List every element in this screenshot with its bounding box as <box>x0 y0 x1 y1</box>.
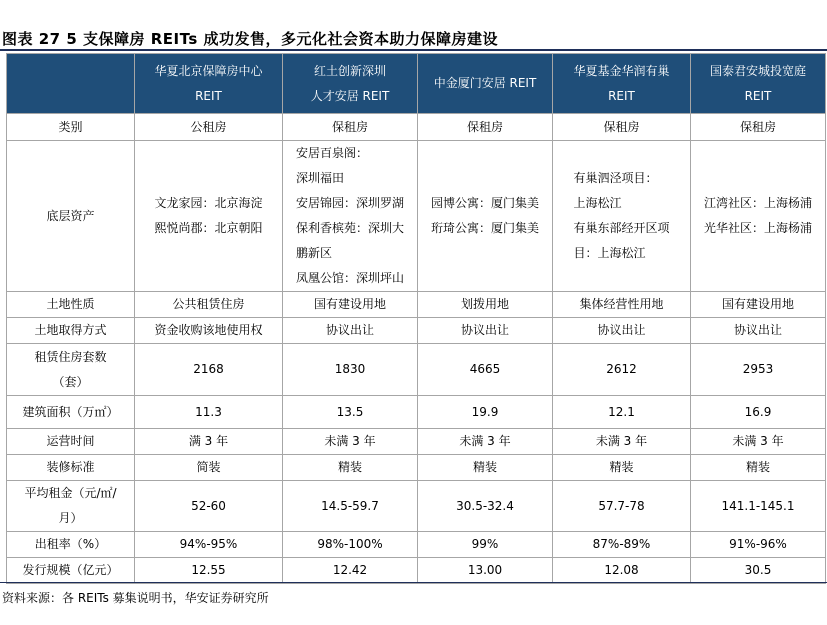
figure-title: 图表 27 5 支保障房 REITs 成功发售，多元化社会资本助力保障房建设 <box>2 30 498 48</box>
table-cell <box>135 481 283 532</box>
cell-line: 19.9 <box>471 404 499 419</box>
row-label <box>7 318 135 344</box>
table-cell <box>418 429 553 455</box>
table-cell <box>135 114 283 141</box>
cell-line: 精装 <box>337 460 362 474</box>
cell-line: 协议出让 <box>597 323 646 337</box>
table-cell <box>418 344 553 396</box>
table-row <box>7 558 826 584</box>
table-cell <box>418 396 553 429</box>
table-cell <box>418 141 553 292</box>
cell-line: 94%-95% <box>179 537 238 551</box>
cell-line: 集体经营性用地 <box>579 297 664 311</box>
table-cell <box>135 344 283 396</box>
table-cell <box>135 532 283 558</box>
cell-line: 13.00 <box>467 563 503 577</box>
cell-line: 文龙家园：北京海淀 <box>154 196 263 210</box>
table-cell <box>691 532 826 558</box>
cell-line: 12.1 <box>608 404 635 419</box>
table-cell <box>135 455 283 481</box>
cell-line: 协议出让 <box>325 323 374 337</box>
table-cell <box>418 455 553 481</box>
table-cell <box>418 558 553 584</box>
cell-line: 类别 <box>58 119 83 134</box>
table-cell <box>283 318 418 344</box>
cell-line: 2953 <box>742 362 774 376</box>
cell-line: 保租房 <box>331 119 368 134</box>
table-cell <box>135 318 283 344</box>
table-row <box>7 481 826 532</box>
table-cell <box>691 292 826 318</box>
table-cell <box>418 114 553 141</box>
cell-line: 园博公寓：厦门集美 <box>430 196 539 210</box>
table-cell <box>135 141 283 292</box>
cell-line: 上海松江 <box>573 196 622 210</box>
cell-line: 57.7-78 <box>598 498 645 513</box>
cell-line: 未满 3 年 <box>459 434 511 448</box>
table-cell <box>553 532 691 558</box>
title-rule <box>0 49 827 51</box>
cell-line: 红土创新深圳 <box>313 63 386 78</box>
cell-line: 保租房 <box>603 119 640 134</box>
cell-line: （套） <box>52 374 89 389</box>
table-cell <box>553 318 691 344</box>
table-cell <box>283 532 418 558</box>
row-label <box>7 344 135 396</box>
table-cell <box>283 558 418 584</box>
cell-line: 平均租金（元/㎡/ <box>24 486 117 500</box>
header-corner <box>7 54 135 114</box>
cell-line: 12.08 <box>604 563 639 577</box>
cell-line: 鹏新区 <box>295 246 332 260</box>
cell-line: 中金厦门安居 REIT <box>433 76 537 90</box>
cell-line: 公租房 <box>190 119 227 134</box>
cell-line: 14.5-59.7 <box>321 498 379 513</box>
table-cell <box>418 481 553 532</box>
row-label <box>7 396 135 429</box>
cell-line: 精装 <box>472 460 497 474</box>
cell-line: 52-60 <box>191 498 226 513</box>
cell-line: 有巢东部经开区项 <box>573 221 670 235</box>
cell-line: 国有建设用地 <box>313 297 386 311</box>
cell-line: 满 3 年 <box>188 434 229 448</box>
cell-line: 12.55 <box>191 563 226 577</box>
table-cell <box>283 344 418 396</box>
bottom-rule <box>0 582 827 583</box>
table-cell <box>283 396 418 429</box>
cell-line: REIT <box>744 88 772 103</box>
table-cell <box>691 429 826 455</box>
cell-line: 安居锦园：深圳罗湖 <box>295 196 404 210</box>
cell-line: 91%-96% <box>729 537 787 551</box>
cell-line: 租赁住房套数 <box>34 349 107 364</box>
column-header <box>691 54 826 114</box>
row-label <box>7 141 135 292</box>
row-label <box>7 292 135 318</box>
header-row <box>7 54 826 114</box>
table-row <box>7 396 826 429</box>
row-label <box>7 114 135 141</box>
table-cell <box>691 141 826 292</box>
row-label <box>7 455 135 481</box>
table-row <box>7 455 826 481</box>
table-cell <box>135 396 283 429</box>
table-row <box>7 429 826 455</box>
cell-line: 4665 <box>469 362 501 376</box>
cell-line: 人才安居 REIT <box>310 88 390 103</box>
cell-line: 建筑面积（万㎡） <box>22 404 119 419</box>
cell-line: 资金收购该地使用权 <box>154 323 263 337</box>
cell-line: 2612 <box>606 362 637 376</box>
source-note: 资料来源：各 REITs 募集说明书，华安证券研究所 <box>2 591 269 605</box>
table-cell <box>691 558 826 584</box>
table-cell <box>135 429 283 455</box>
cell-line: 协议出让 <box>733 323 782 337</box>
table-cell <box>283 455 418 481</box>
cell-line: 光华社区：上海杨浦 <box>703 221 812 235</box>
table-cell <box>553 429 691 455</box>
table-cell <box>553 558 691 584</box>
cell-line: 未满 3 年 <box>595 434 648 448</box>
table-cell <box>553 114 691 141</box>
table-cell <box>553 396 691 429</box>
cell-line: 精装 <box>609 460 634 474</box>
cell-line: 发行规模（亿元） <box>22 563 119 577</box>
table-cell <box>283 292 418 318</box>
cell-line: 13.5 <box>336 404 364 419</box>
table-cell <box>553 344 691 396</box>
cell-line: 有巢泗泾项目： <box>573 171 658 185</box>
cell-line: REIT <box>608 88 635 103</box>
cell-line: 未满 3 年 <box>732 434 784 448</box>
column-header <box>418 54 553 114</box>
table-cell <box>553 455 691 481</box>
table-row <box>7 318 826 344</box>
row-label <box>7 532 135 558</box>
row-label <box>7 481 135 532</box>
cell-line: 87%-89% <box>592 537 651 551</box>
row-label <box>7 429 135 455</box>
cell-line: 运营时间 <box>46 434 95 448</box>
table-row <box>7 344 826 396</box>
cell-line: 2168 <box>193 362 224 376</box>
reit-comparison-table <box>6 53 826 584</box>
cell-line: 安居百泉阁： <box>295 146 368 160</box>
cell-line: 出租率（%） <box>34 537 107 551</box>
table-cell <box>283 114 418 141</box>
table-cell <box>691 114 826 141</box>
cell-line: 划拨用地 <box>460 297 509 311</box>
cell-line: 协议出让 <box>460 323 509 337</box>
table-cell <box>418 292 553 318</box>
cell-line: 装修标准 <box>46 460 95 474</box>
cell-line: 简装 <box>196 460 221 474</box>
cell-line: 未满 3 年 <box>324 434 376 448</box>
cell-line: 保利香槟苑：深圳大 <box>295 221 404 235</box>
column-header <box>553 54 691 114</box>
table-cell <box>691 455 826 481</box>
table-cell <box>283 429 418 455</box>
table-cell <box>135 292 283 318</box>
cell-line: 江湾社区：上海杨浦 <box>703 196 812 210</box>
table-cell <box>691 396 826 429</box>
column-header <box>135 54 283 114</box>
cell-line: 熙悦尚郡：北京朝阳 <box>154 221 263 235</box>
cell-line: 月） <box>58 511 83 525</box>
cell-line: 141.1-145.1 <box>721 498 795 513</box>
table-cell <box>283 481 418 532</box>
table-cell <box>553 292 691 318</box>
cell-line: 土地取得方式 <box>34 323 107 337</box>
cell-line: 保租房 <box>739 119 776 134</box>
table-row <box>7 141 826 292</box>
cell-line: 保租房 <box>466 119 503 134</box>
cell-line: 华夏基金华润有巢 <box>573 63 670 78</box>
cell-line: 土地性质 <box>46 297 95 311</box>
cell-line: 1830 <box>334 362 366 376</box>
cell-line: 99% <box>471 537 499 551</box>
cell-line: 公共租赁住房 <box>172 297 245 311</box>
table-cell <box>418 318 553 344</box>
table-cell <box>283 141 418 292</box>
cell-line: 深圳福田 <box>295 171 344 185</box>
table-row <box>7 114 826 141</box>
cell-line: 国有建设用地 <box>721 297 794 311</box>
cell-line: 珩琦公寓：厦门集美 <box>430 221 539 235</box>
table-cell <box>691 481 826 532</box>
cell-line: 国泰君安城投宽庭 <box>709 63 806 78</box>
table-cell <box>418 532 553 558</box>
cell-line: 华夏北京保障房中心 <box>154 63 263 78</box>
cell-line: 12.42 <box>332 563 368 577</box>
table-cell <box>553 141 691 292</box>
cell-line: 98%-100% <box>317 537 383 551</box>
cell-line: 目：上海松江 <box>573 246 646 260</box>
table-cell <box>691 344 826 396</box>
table-row <box>7 532 826 558</box>
table-cell <box>135 558 283 584</box>
table-cell <box>553 481 691 532</box>
cell-line: 凤凰公馆：深圳坪山 <box>295 271 404 285</box>
cell-line: 16.9 <box>744 404 772 419</box>
column-header <box>283 54 418 114</box>
cell-line: REIT <box>195 88 222 103</box>
cell-line: 精装 <box>745 460 770 474</box>
cell-line: 30.5-32.4 <box>456 498 514 513</box>
row-label <box>7 558 135 584</box>
table-row <box>7 292 826 318</box>
cell-line: 30.5 <box>744 563 772 577</box>
cell-line: 11.3 <box>195 404 222 419</box>
table-cell <box>691 318 826 344</box>
cell-line: 底层资产 <box>46 208 95 223</box>
